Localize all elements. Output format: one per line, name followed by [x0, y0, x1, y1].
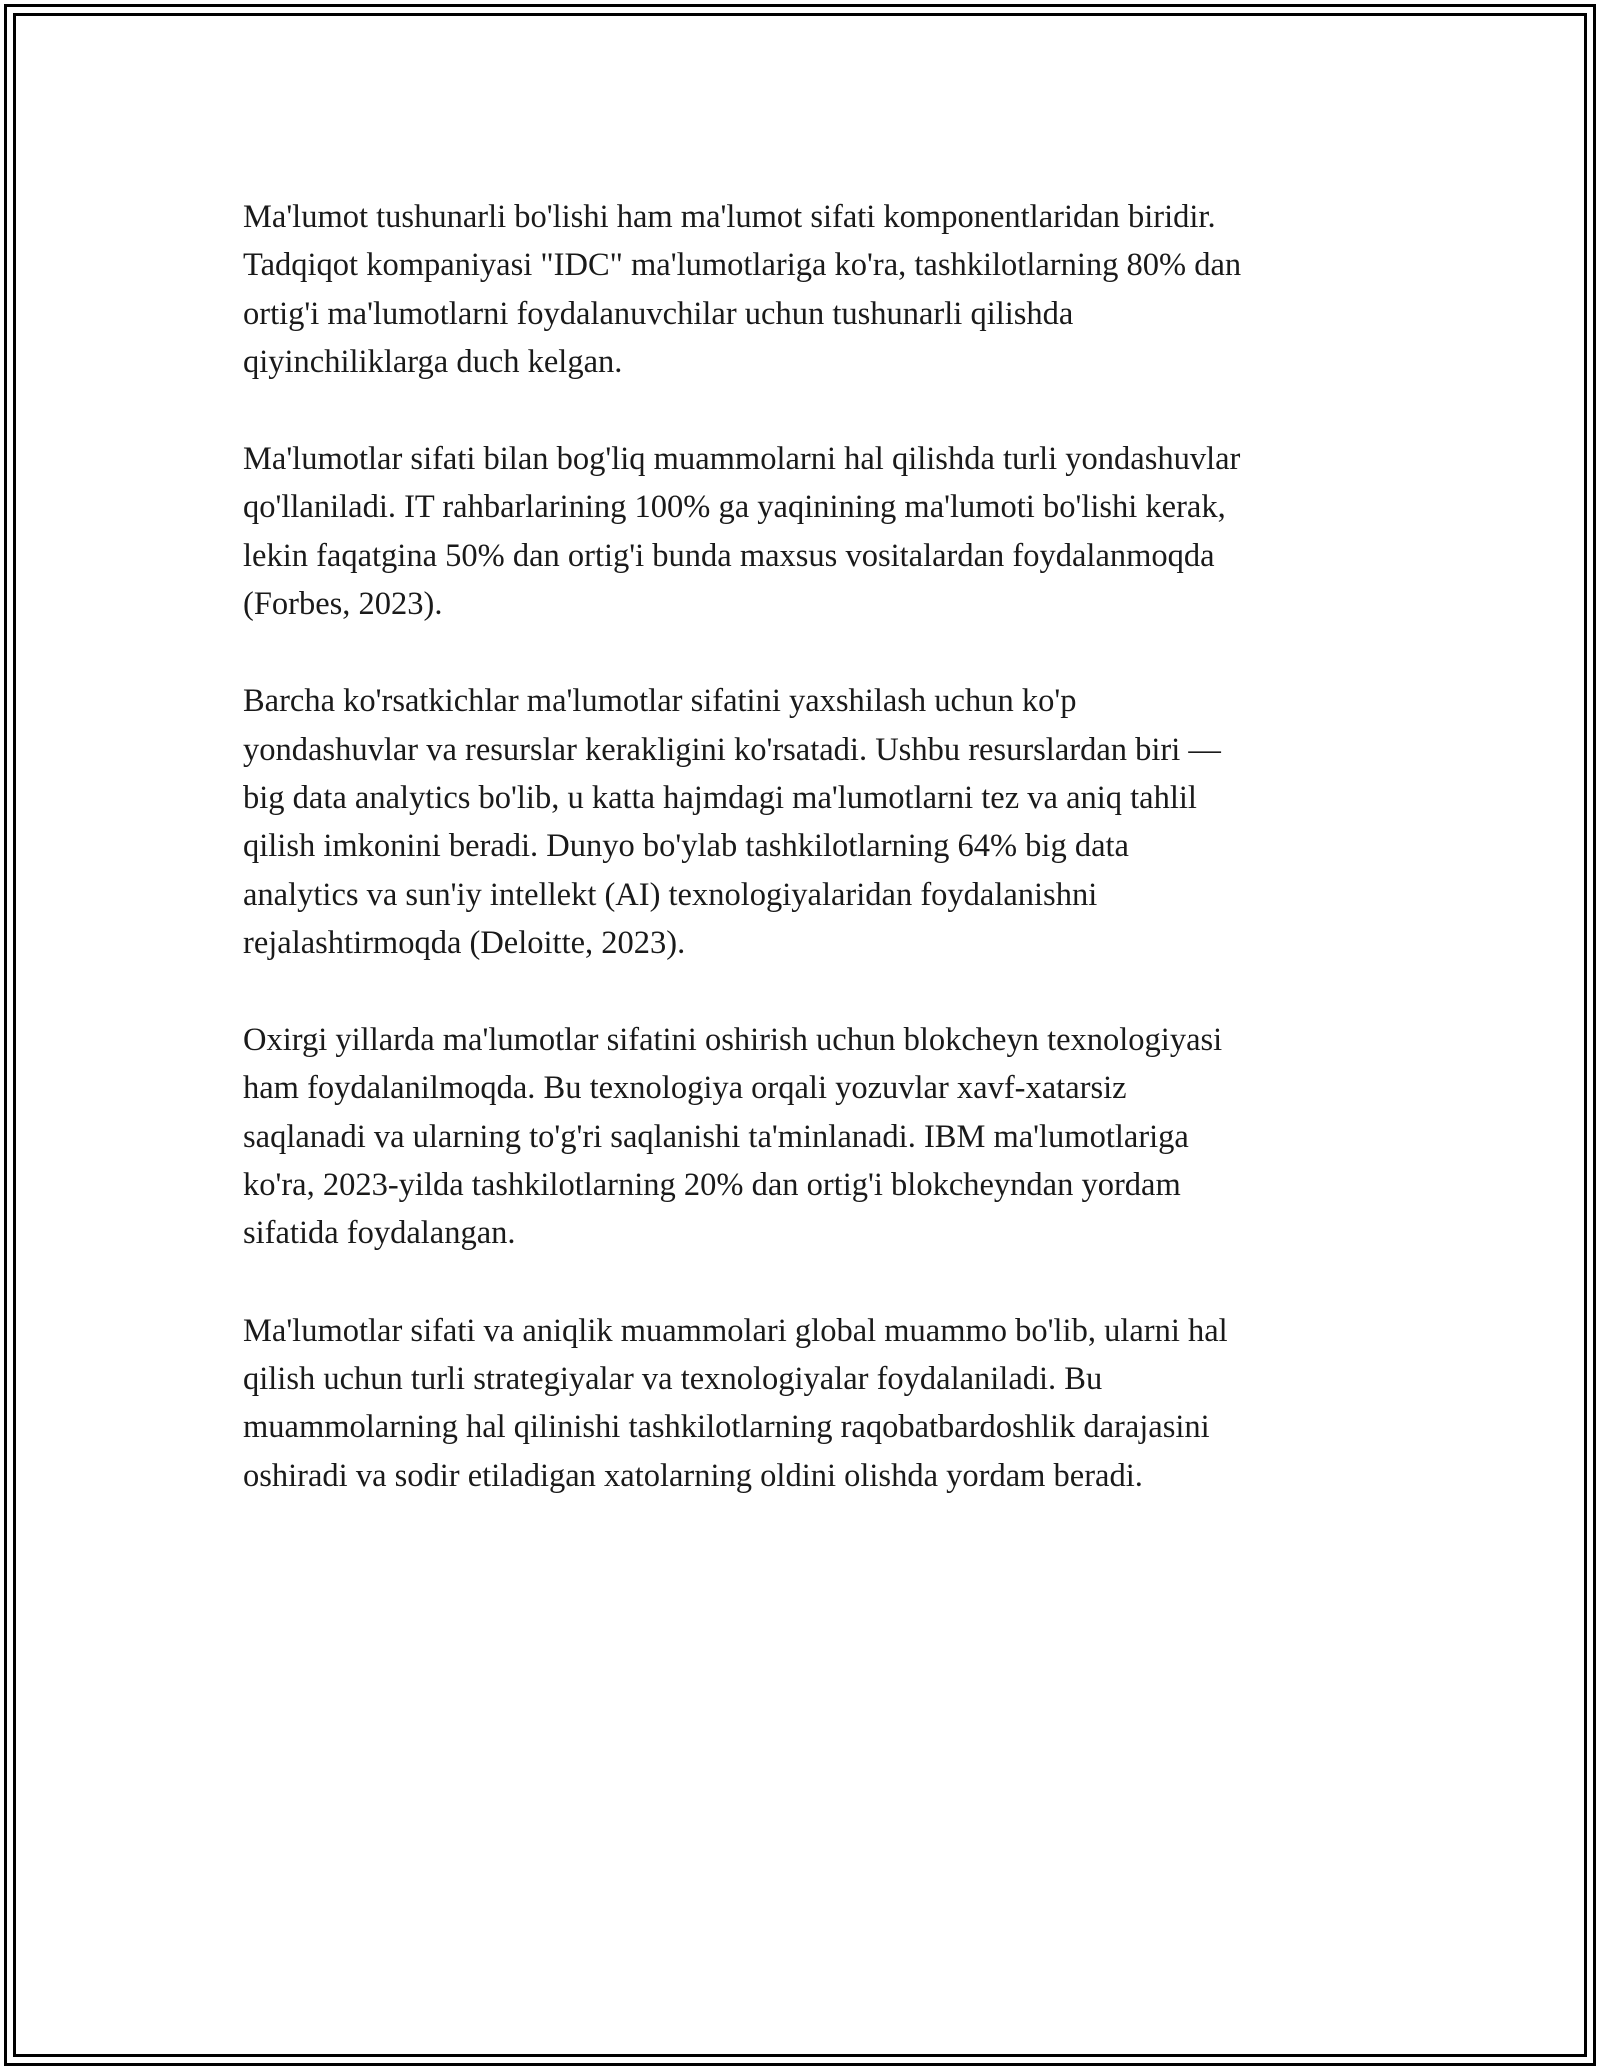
- paragraph-blockchain: Oxirgi yillarda ma'lumotlar sifatini oshirish uchun blokcheyn texnologiyasi ham foydalanilmoqda. Bu texnologiya orqali yozuvlar xavf-xatarsiz saqlanadi va ularning to'g'ri saqlanishi ta'minlanadi. IBM ma'lumotlariga ko'ra, 2023-yilda tashkilotlarning 20% dan ortig'i blokcheyndan yordam sifatida foydalangan.: [243, 1022, 1223, 1252]
- paragraph-big-data-analytics: Barcha ko'rsatkichlar ma'lumotlar sifatini yaxshilash uchun ko'p yondashuvlar va resurslar kerakligini ko'rsatadi. Ushbu resurslardan biri — big data analytics bo'lib, u katta hajmdagi ma'lumotlarni tez va aniq tahlil qilish imkonini beradi. Dunyo bo'ylab tashkilotlarning 64% big data analytics va sun'iy intellekt (AI) texnologiyalaridan foydalanishni rejalashtirmoqda (Deloitte, 2023).: [243, 683, 1221, 961]
- paragraph-data-quality-approaches: Ma'lumotlar sifati bilan bog'liq muammolarni hal qilishda turli yondashuvlar qo'llaniladi. IT rahbarlarining 100% ga yaqinining ma'lumoti bo'lishi kerak, lekin faqatgina 50% dan ortig'i bunda maxsus vositalardan foydalanmoqda (Forbes, 2023).: [243, 441, 1241, 623]
- page-frame: [4, 4, 1596, 2066]
- paragraph-conclusion: Ma'lumotlar sifati va aniqlik muammolari global muammo bo'lib, ularni hal qilish uchun turli strategiyalar va texnologiyalar foydalaniladi. Bu muammolarning hal qilinishi tashkilotlarning raqobatbardoshlik darajasini oshiradi va sodir etiladigan xatolarning oldini olishda yordam beradi.: [243, 1312, 1228, 1494]
- document-body: [243, 193, 1383, 1549]
- paragraph-data-understandability: Ma'lumot tushunarli bo'lishi ham ma'lumot sifati komponentlaridan biridir. Tadqiqot kompaniyasi "IDC" ma'lumotlariga ko'ra, tashkilotlarning 80% dan ortig'i ma'lumotlarni foydalanuvchilar uchun tushunarli qilishda qiyinchiliklarga duch kelgan.: [243, 199, 1242, 380]
